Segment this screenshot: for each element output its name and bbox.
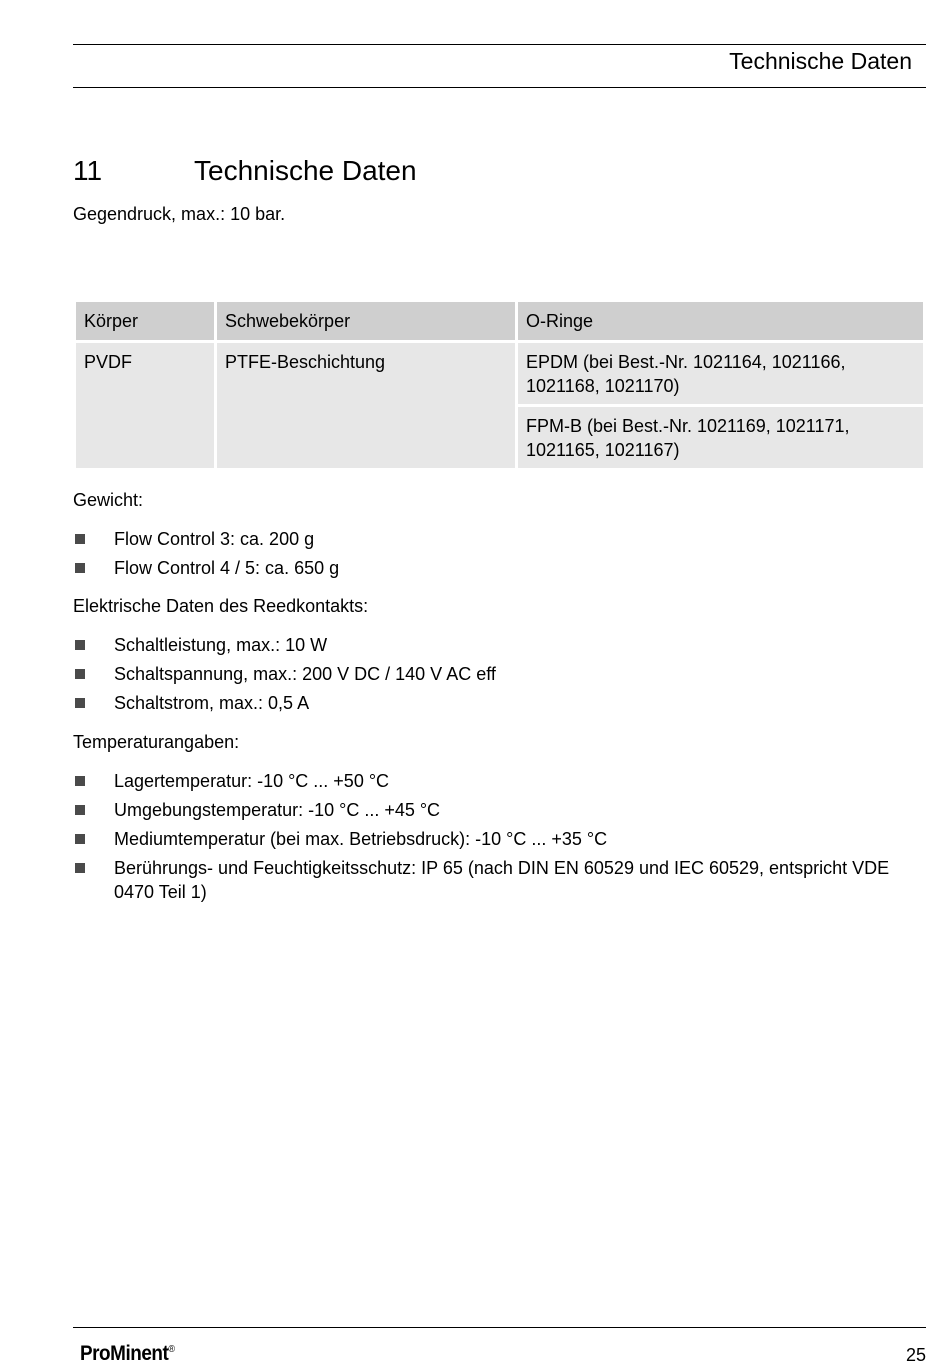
table-row	[76, 343, 923, 404]
section-heading	[73, 155, 417, 187]
section-number: 11	[73, 155, 103, 186]
materials-table	[73, 299, 926, 471]
table-cell-koerper: PVDF	[76, 343, 214, 468]
list-item: Schaltspannung, max.: 200 V DC / 140 V AC eff	[73, 662, 913, 686]
header-rule-top	[73, 44, 926, 45]
square-bullet-icon	[75, 863, 85, 873]
weight-list	[73, 527, 913, 585]
footer-rule	[73, 1327, 926, 1328]
electrical-label: Elektrische Daten des Reedkontakts:	[73, 596, 369, 616]
page-number: 25	[905, 1345, 926, 1365]
list-item: Schaltstrom, max.: 0,5 A	[73, 691, 913, 715]
weight-label: Gewicht:	[73, 490, 144, 510]
square-bullet-icon	[75, 698, 85, 708]
table-header-cell: Schwebekörper	[217, 302, 515, 340]
list-item: Schaltleistung, max.: 10 W	[73, 633, 913, 657]
table-cell-oring: FPM-B (bei Best.-Nr. 1021169, 1021171, 1021165, 1021167)	[518, 407, 923, 468]
table-cell-schwebekoerper: PTFE-Beschichtung	[217, 343, 515, 468]
square-bullet-icon	[75, 640, 85, 650]
square-bullet-icon	[75, 669, 85, 679]
list-item: Flow Control 3: ca. 200 g	[73, 527, 913, 551]
table-header-cell: O-Ringe	[518, 302, 923, 340]
square-bullet-icon	[75, 534, 85, 544]
table-cell-oring: EPDM (bei Best.-Nr. 1021164, 1021166, 1021168, 1021170)	[518, 343, 923, 404]
header-rule-bottom	[73, 87, 926, 88]
table-header-cell: Körper	[76, 302, 214, 340]
list-item: Umgebungstemperatur: -10 °C ... +45 °C	[73, 798, 913, 822]
square-bullet-icon	[75, 563, 85, 573]
section-title: Technische Daten	[194, 155, 417, 186]
list-item: Lagertemperatur: -10 °C ... +50 °C	[73, 769, 913, 793]
temperature-list	[73, 769, 913, 909]
list-item: Berührungs- und Feuchtigkeitsschutz: IP 65 (nach DIN EN 60529 und IEC 60529, entspricht VDE 0470 Teil 1)	[73, 856, 913, 904]
table-header-row	[76, 302, 923, 340]
running-header-title: Technische Daten	[729, 48, 912, 74]
square-bullet-icon	[75, 834, 85, 844]
square-bullet-icon	[75, 805, 85, 815]
list-item: Mediumtemperatur (bei max. Betriebsdruck): -10 °C ... +35 °C	[73, 827, 913, 851]
prominent-logo: ProMinent®	[80, 1342, 175, 1365]
intro-text: Gegendruck, max.: 10 bar.	[73, 204, 286, 224]
temperature-label: Temperaturangaben:	[73, 732, 240, 752]
electrical-list	[73, 633, 913, 720]
square-bullet-icon	[75, 776, 85, 786]
list-item: Flow Control 4 / 5: ca. 650 g	[73, 556, 913, 580]
